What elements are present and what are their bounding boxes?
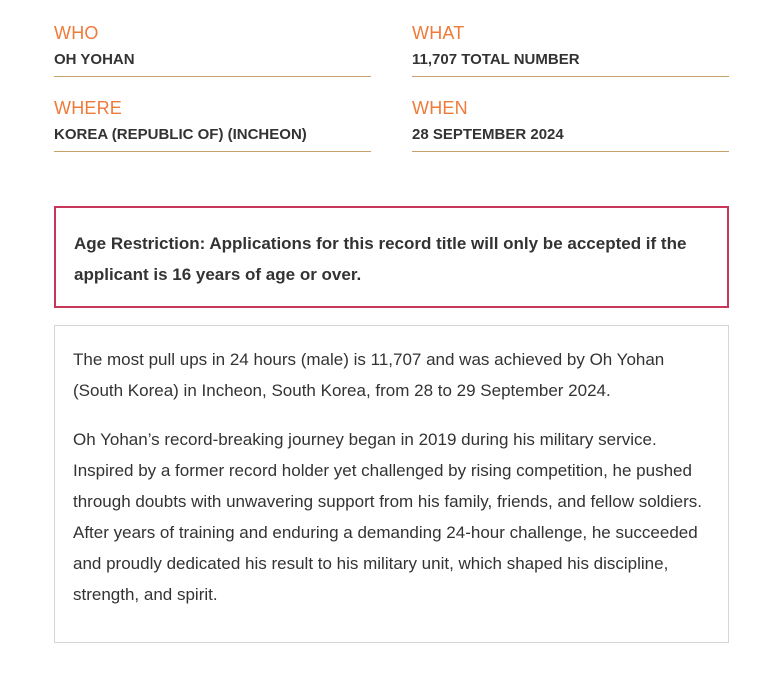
age-restriction-notice <box>54 206 729 308</box>
fact-when-value: 28 SEPTEMBER 2024 <box>412 126 564 143</box>
fact-what <box>412 22 729 77</box>
fact-who-label: WHO <box>54 23 99 43</box>
fact-when <box>412 97 729 152</box>
fact-what-label: WHAT <box>412 23 465 43</box>
fact-when-label: WHEN <box>412 98 468 118</box>
fact-what-value: 11,707 TOTAL NUMBER <box>412 51 580 68</box>
story-paragraph-summary: The most pull ups in 24 hours (male) is 11,707 and was achieved by Oh Yohan (South Korea) in Incheon, South Korea, from 28 to 29 September 2024. <box>73 350 665 400</box>
fact-where <box>54 97 371 152</box>
fact-where-value: KOREA (REPUBLIC OF) (INCHEON) <box>54 126 307 143</box>
age-restriction-text: Age Restriction: Applications for this record title will only be accepted if the applicant is 16 years of age or over. <box>74 234 687 284</box>
fact-who <box>54 22 371 77</box>
fact-where-label: WHERE <box>54 98 122 118</box>
fact-who-value: OH YOHAN <box>54 51 135 68</box>
record-story <box>54 325 729 643</box>
story-paragraph-journey: Oh Yohan’s record-breaking journey began in 2019 during his military service. Inspired by a former record holder yet challenged by rising competition, he pushed through doubts with unwavering support from his family, friends, and fellow soldiers. After years of training and enduring a demanding 24-hour challenge, he succeeded and proudly dedicated his result to his military unit, which shaped his discipline, strength, and spirit. <box>73 430 702 604</box>
